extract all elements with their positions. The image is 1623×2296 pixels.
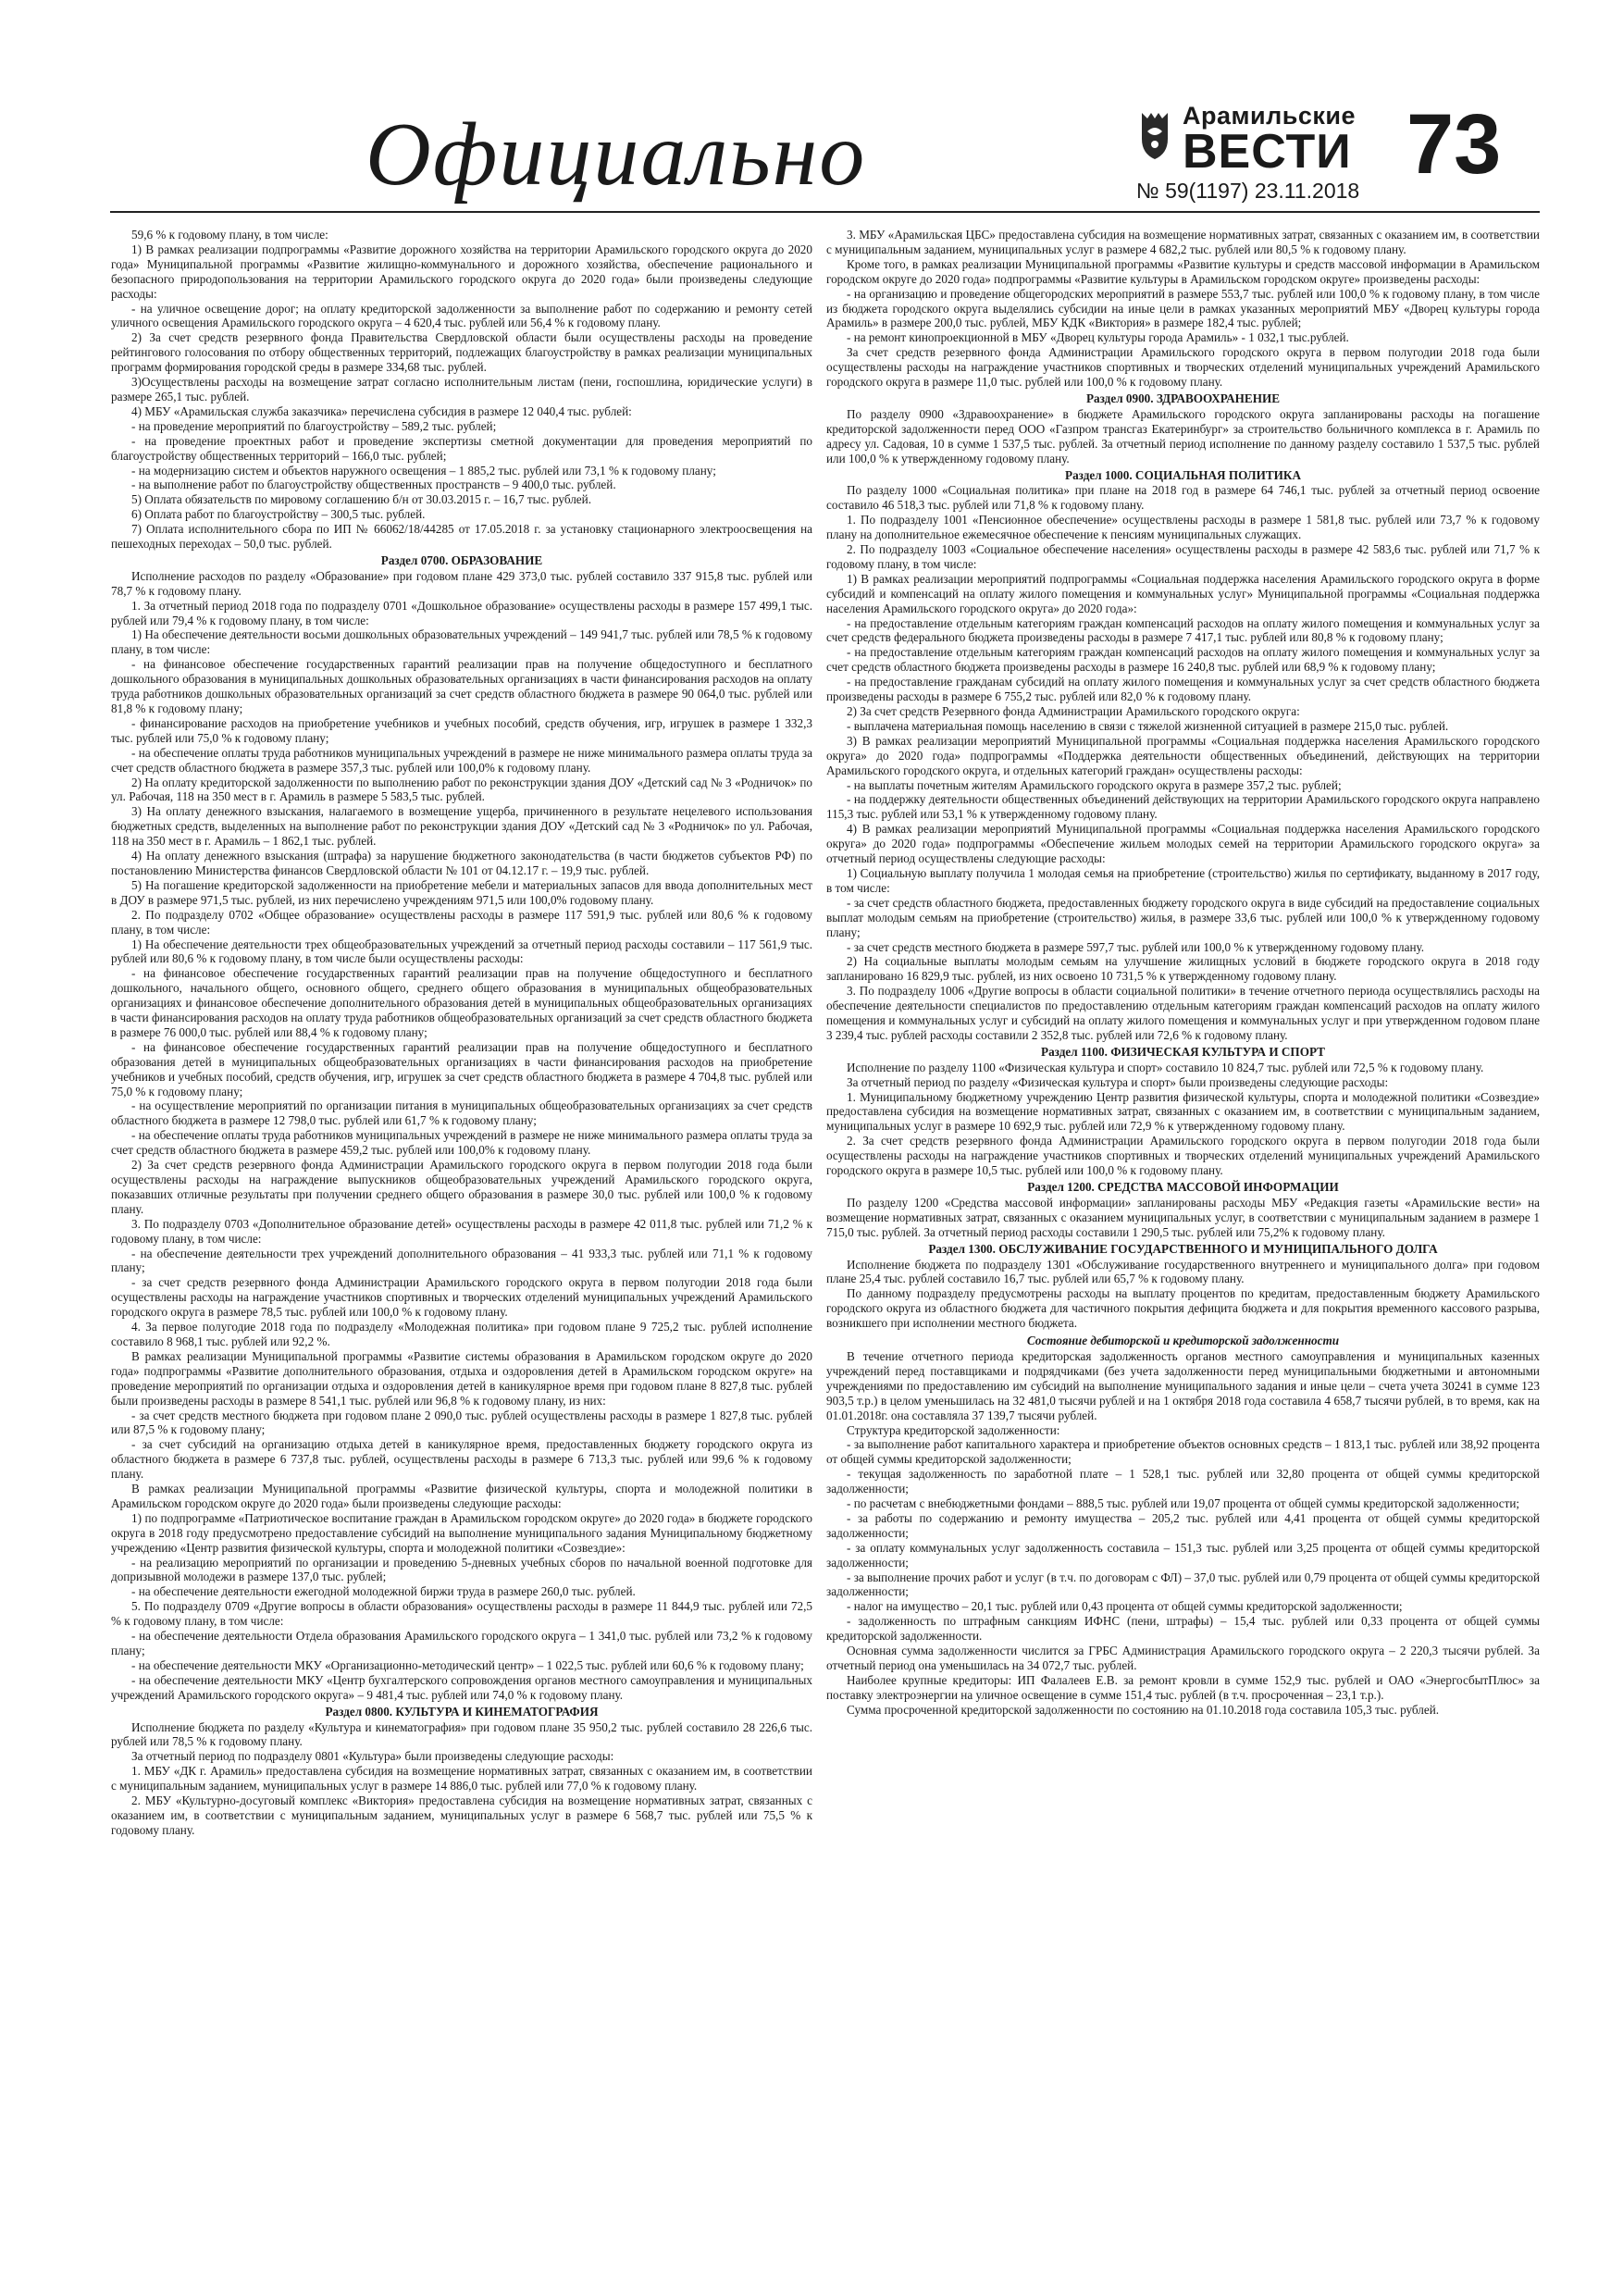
paragraph: За счет средств резервного фонда Администрации Арамильского городского округа в первом полугодии 2018 года были осуществлены расходы на награждение участников спортивных и творческих отделений муниципальных учреждений Арамильского городского округа в размере 11,0 тыс. рублей или 100,0 % к годовому плану. (826, 345, 1540, 390)
paragraph: 1. МБУ «ДК г. Арамиль» предоставлена субсидия на возмещение нормативных затрат, связанных с оказанием им, в соответствии с муниципальным заданием, муниципальных услуг в размере 14 886,0 тыс. рублей или 77,0 % к годовому плану. (111, 1764, 812, 1793)
paragraph: - налог на имущество – 20,1 тыс. рублей или 0,43 процента от общей суммы кредиторской задолженности; (847, 1599, 1403, 1614)
paragraph: 6) Оплата работ по благоустройству – 300,5 тыс. рублей. (131, 507, 426, 522)
paragraph: - на финансовое обеспечение государственных гарантий реализации прав на получение общедоступного и бесплатного дошкольного, начального общего, основного общего, среднего общего образования в муниципальных общеобразовательных организациях и финансовое обеспечение дополнительного образования детей в муниципальных общеобразовательных организациях в части финансирования расходов на оплату труда работников общеобразовательных организаций за счет средств областного бюджета в размере 76 000,0 тыс. рублей или 88,4 % к годовому плану; (111, 966, 812, 1039)
paragraph: 3. По подразделу 1006 «Другие вопросы в области социальной политики» в течение отчетного периода осуществлялись расходы на обеспечение деятельности специалистов по предоставлению отдельным категориям граждан компенсаций расходов на оплату жилого помещения и коммунальных услуг и субсидий на оплату жилого помещения и коммунальных услуг и при утвержденном годовом плане 3 239,4 тыс. рублей расходы составили 2 352,8 тыс. рублей или 72,6 % к годовому плану. (826, 984, 1540, 1042)
paragraph: 4) На оплату денежного взыскания (штрафа) за нарушение бюджетного законодательства (в части бюджетов субъектов РФ) по постановлению Министерства финансов Свердловской области № 101 от 04.12.17 г. – 19,9 тыс. рублей. (111, 849, 812, 877)
paragraph: - за оплату коммунальных услуг задолженность составила – 151,3 тыс. рублей или 3,25 процента от общей суммы кредиторской задолженности; (826, 1540, 1540, 1570)
paragraph: - за выполнение прочих работ и услуг (в т.ч. по договорам с ФЛ) – 37,0 тыс. рублей или 0,79 процента от общей суммы кредиторской задолженности; (826, 1570, 1540, 1599)
newspaper-logo (1136, 104, 1358, 178)
paragraph: Структура кредиторской задолженности: (847, 1422, 1060, 1437)
paragraph: 2) На социальные выплаты молодым семьям на улучшение жилищных условий в бюджете городского округа в 2018 году запланировано 16 829,9 тыс. рублей, из них освоено 10 731,5 % к утвержденному годовому плану. (826, 954, 1540, 984)
paragraph: Исполнение бюджета по подразделу 1301 «Обслуживание государственного внутреннего и муниципального долга» при годовом плане 25,4 тыс. рублей составило 16,7 тыс. рублей или 65,7 % к годовому плану. (826, 1257, 1540, 1286)
paragraph: - за работы по содержанию и ремонту имущества – 205,2 тыс. рублей или 4,41 процента от общей суммы кредиторской задолженности; (826, 1510, 1540, 1540)
section-heading: Раздел 1300. ОБСЛУЖИВАНИЕ ГОСУДАРСТВЕННОГО И МУНИЦИПАЛЬНОГО ДОЛГА (928, 1241, 1438, 1256)
paragraph: - на осуществление мероприятий по организации питания в муниципальных общеобразовательных организациях за счет средств областного бюджета в размере 12 798,0 тыс. рублей или 61,7 % к годовому плану; (111, 1098, 812, 1128)
paragraph: В течение отчетного периода кредиторская задолженность органов местного самоуправления и муниципальных казенных учреждений перед поставщиками и подрядчиками (без учета задолженности перед муниципальными бюджетными и автономными учреждениями по предоставлению им субсидий на выполнение муниципального задания и иные цели – счета учета 30241 в сумме 123 903,5 т.р.) в целом уменьшилась на 32 481,0 тысячи рублей и на 1 октября 2018 года составила 4 658,7 тысячи рублей, в то время, как на 01.01.2018г. она составляла 37 139,7 тысячи рублей. (826, 1348, 1540, 1422)
paragraph: 3. По подразделу 0703 «Дополнительное образование детей» осуществлены расходы в размере 42 011,8 тыс. рублей или 71,2 % к годовому плану, в том числе: (111, 1216, 812, 1246)
paragraph: 1) В рамках реализации подпрограммы «Развитие дорожного хозяйства на территории Арамильского городского округа до 2020 года» Муниципальной программы «Развитие жилищно-коммунального и дорожного хозяйства, обеспечение рационального и безопасного природопользования на территории Арамильского городского округа до 2020 года» были произведены следующие расходы: (111, 242, 812, 301)
paragraph: 5. По подразделу 0709 «Другие вопросы в области образования» осуществлены расходы в размере 11 844,9 тыс. рублей или 72,5 % к годовому плану, в том числе: (111, 1599, 812, 1629)
section-heading: Раздел 0900. ЗДРАВООХРАНЕНИЕ (1085, 391, 1281, 405)
paragraph: - на модернизацию систем и объектов наружного освещения – 1 885,2 тыс. рублей или 73,1 % к годовому плану; (131, 463, 716, 478)
paragraph: - на обеспечение оплаты труда работников муниципальных учреждений в размере не ниже минимального размера оплаты труда за счет средств областного бюджета в размере 459,2 тыс. рублей или 100,0% к годовому плану. (111, 1128, 812, 1158)
paragraph: - на поддержку деятельности общественных объединений действующих на территории Арамильского городского округа направлено 115,3 тыс. рублей или 53,1 % к утвержденному годовому плану. (826, 792, 1540, 822)
paragraph: Сумма просроченной кредиторской задолженности по состоянию на 01.10.2018 года составила 105,3 тыс. рублей. (847, 1702, 1440, 1717)
paragraph: - задолженность по штрафным санкциям ИФНС (пени, штрафы) – 15,4 тыс. рублей или 0,33 процента от общей суммы кредиторской задолженности. (826, 1614, 1540, 1644)
paragraph: - за счет средств местного бюджета в размере 597,7 тыс. рублей или 100,0 % к утвержденному годовому плану. (847, 939, 1425, 954)
paragraph: - на выплаты почетным жителям Арамильского городского округа в размере 357,2 тыс. рублей; (847, 777, 1342, 792)
brand-name-bottom: ВЕСТИ (1183, 125, 1352, 179)
paragraph: 1. За отчетный период 2018 года по подразделу 0701 «Дошкольное образование» осуществлены расходы в размере 157 499,1 тыс. рублей или 79,4 % к годовому плану, в том числе: (111, 598, 812, 627)
paragraph: 3) В рамках реализации мероприятий Муниципальной программы «Социальная поддержка населения Арамильского городского округа» до 2020 года» подпрограммы «Поддержка деятельности общественных объединений, действующих на территории Арамильского городского округа, и отдельных категорий граждан» осуществлены расходы: (826, 733, 1540, 777)
paragraph: 59,6 % к годовому плану, в том числе: (131, 228, 328, 242)
paragraph: 1) Социальную выплату получила 1 молодая семья на приобретение (строительство) жилья по сертификату, выданному в 2017 году, в том числе: (826, 865, 1540, 895)
paragraph: - выплачена материальная помощь населению в связи с тяжелой жизненной ситуацией в размере 215,0 тыс. рублей. (847, 718, 1449, 733)
paragraph: Кроме того, в рамках реализации Муниципальной программы «Развитие культуры и средств массовой информации в Арамильском городском округе до 2020 года» подпрограммы «Развитие культуры в Арамильском городском округе» произведены расходы: (826, 256, 1540, 286)
paragraph: За отчетный период по разделу «Физическая культура и спорт» были произведены следующие расходы: (847, 1074, 1389, 1089)
paragraph: - на обеспечение деятельности МКУ «Центр бухгалтерского сопровождения органов местного самоуправления и муниципальных учреждений Арамильского городского округа» – 9 481,4 тыс. рублей или 74,0 % к годовому плану. (111, 1672, 812, 1702)
subsection-heading: Состояние дебиторской и кредиторской задолженности (1026, 1334, 1340, 1348)
paragraph: Исполнение бюджета по разделу «Культура и кинематография» при годовом плане 35 950,2 тыс. рублей составило 28 226,6 тыс. рублей или 78,5 % к годовому плану. (111, 1719, 812, 1749)
paragraph: - финансирование расходов на приобретение учебников и учебных пособий, средств обучения, игр, игрушек в размере 1 332,3 тыс. рублей или 75,0 % к годовому плану; (111, 715, 812, 745)
paragraph: По разделу 1000 «Социальная политика» при плане на 2018 год в размере 64 746,1 тыс. рублей за отчетный период освоение составило 46 518,3 тыс. рублей или 71,8 % к годовому плану. (826, 483, 1540, 513)
paragraph: В рамках реализации Муниципальной программы «Развитие системы образования в Арамильском городском округе до 2020 года» подпрограммы «Развитие дополнительного образования, отдыха и оздоровления детей в Арамильском городском округе» на проведение мероприятий по организации отдыха и оздоровления детей в каникулярное время при годовом плане 8 827,8 тыс. рублей были произведены расходы в размере 8 541,1 тыс. рублей или 96,8 % к годовому плану, из них: (111, 1348, 812, 1408)
coat-of-arms-icon (1136, 111, 1173, 161)
section-heading: Раздел 0800. КУЛЬТУРА И КИНЕМАТОГРАФИЯ (325, 1704, 599, 1719)
paragraph: По данному подразделу предусмотрены расходы на выплату процентов по кредитам, предоставленным бюджету Арамильского городского округа из областного бюджета для частичного покрытия дефицита бюджета и для покрытия временного кассового разрыва, возникшего при исполнении местного бюджета. (826, 1286, 1540, 1331)
issue-number-date: № 59(1197) 23.11.2018 (1136, 179, 1360, 203)
paragraph: 1) На обеспечение деятельности восьми дошкольных образовательных учреждений – 149 941,7 тыс. рублей или 78,5 % к годовому плану, в том числе: (111, 627, 812, 657)
paragraph: - на финансовое обеспечение государственных гарантий реализации прав на получение общедоступного и бесплатного дошкольного образования в муниципальных дошкольных образовательных организациях в части финансирования расходов на оплату труда работников дошкольных образовательных организаций за счет средств областного бюджета в размере 90 064,0 тыс. рублей или 81,8 % к годовому плану; (111, 657, 812, 715)
paragraph: - по расчетам с внебюджетными фондами – 888,5 тыс. рублей или 19,07 процента от общей суммы кредиторской задолженности; (847, 1496, 1520, 1511)
paragraph: - за счет средств резервного фонда Администрации Арамильского городского округа в первом полугодии 2018 года были осуществлены расходы на награждение участников спортивных и творческих отделений муниципальных учреждений Арамильского городского округа в размере 78,5 тыс. рублей или 100,0 % к годовому плану. (111, 1275, 812, 1320)
paragraph: - на обеспечение деятельности МКУ «Организационно-методический центр» – 1 022,5 тыс. рублей или 60,6 % к годовому плану; (131, 1657, 804, 1672)
section-heading: Раздел 0700. ОБРАЗОВАНИЕ (380, 552, 543, 567)
paragraph: - на проведение проектных работ и проведение экспертизы сметной документации для проведения мероприятий по благоустройству общественных территорий – 166,0 тыс. рублей; (111, 433, 812, 463)
paragraph: 2. За счет средств резервного фонда Администрации Арамильского городского округа в первом полугодии 2018 года были осуществлены расходы на награждение участников спортивных и творческих отделений муниципальных учреждений Арамильского городского округа в размере 10,5 тыс. рублей или 100,0 % к годовому плану. (826, 1134, 1540, 1178)
header-divider (110, 211, 1540, 213)
paragraph: - на уличное освещение дорог; на оплату кредиторской задолженности за выполнение работ по содержанию и ремонту сетей уличного освещения Арамильского городского округа – 4 620,4 тыс. рублей или 56,4 % к годовому плану. (111, 301, 812, 330)
paragraph: - на выполнение работ по благоустройству общественных пространств – 9 400,0 тыс. рублей. (131, 478, 616, 492)
paragraph: 1) На обеспечение деятельности трех общеобразовательных учреждений за отчетный период расходы составили – 117 561,9 тыс. рублей или 80,6 % к годовому плану, в том числе были осуществлены расходы: (111, 937, 812, 966)
paragraph: - на предоставление отдельным категориям граждан компенсаций расходов на оплату жилого помещения и коммунальных услуг за счет средств областного бюджета произведены расходы в размере 16 240,8 тыс. рублей или 68,9 % к годовому плану; (826, 645, 1540, 675)
section-heading: Раздел 1000. СОЦИАЛЬНАЯ ПОЛИТИКА (1065, 467, 1301, 482)
paragraph: Основная сумма задолженности числится за ГРБС Администрация Арамильского городского округа – 2 220,3 тысячи рублей. За отчетный период она уменьшилась на 34 072,7 тыс. рублей. (826, 1644, 1540, 1672)
right-column (826, 228, 1540, 2264)
paragraph: - на организацию и проведение общегородских мероприятий в размере 553,7 тыс. рублей или 100,0 % к годовому плану, в том числе из бюджета городского округа выделялись субсидии на иные цели в рамках указанных мероприятий МБУ «Дворец культуры города Арамиль» в размере 200,0 тыс. рублей, МБУ КДК «Виктория» в размере 182,4 тыс. рублей; (826, 286, 1540, 330)
paragraph: В рамках реализации Муниципальной программы «Развитие физической культуры, спорта и молодежной политики в Арамильском городском округе до 2020 года» были произведены следующие расходы: (111, 1482, 812, 1510)
paragraph: - на предоставление отдельным категориям граждан компенсаций расходов на оплату жилого помещения и коммунальных услуг за счет средств федерального бюджета произведены расходы в размере 7 417,1 тыс. рублей или 80,8 % к годовому плану; (826, 615, 1540, 645)
page-header (0, 0, 1623, 222)
paragraph: Исполнение расходов по разделу «Образование» при годовом плане 429 373,0 тыс. рублей составило 337 915,8 тыс. рублей или 78,7 % к годовому плану. (111, 568, 812, 598)
brand-name-top: Арамильские (1183, 102, 1356, 130)
paragraph: 4) МБУ «Арамильская служба заказчика» перечислена субсидия в размере 12 040,4 тыс. рублей: (131, 403, 632, 418)
paragraph: 1. Муниципальному бюджетному учреждению Центр развития физической культуры, спорта и молодежной политики «Созвездие» предоставлена субсидия на возмещение нормативных затрат, связанных с оказанием им, в соответствии с муниципальным заданием, муниципальных услуг в размере 10 692,9 тыс. рублей или 72,9 % к утвержденному годовому плану. (826, 1089, 1540, 1134)
section-heading: Раздел 1200. СРЕДСТВА МАССОВОЙ ИНФОРМАЦИИ (1027, 1180, 1339, 1194)
paragraph: По разделу 1200 «Средства массовой информации» запланированы расходы МБУ «Редакция газеты «Арамильские вести» на возмещение нормативных затрат, связанных с оказанием муниципальных услуг, в соответствии с муниципальным заданием в размере 1 715,0 тыс. рублей. За отчетный период расходы составили 1 290,5 тыс. рублей или 75,2% к годовому плану. (826, 1195, 1540, 1239)
paragraph: 2) На оплату кредиторской задолженности по выполнению работ по реконструкции здания ДОУ «Детский сад № 3 «Родничок» по ул. Рабочая, 118 на 350 мест в г. Арамиль в размере 5 583,5 тыс. рублей. (111, 775, 812, 804)
paragraph: - на обеспечение деятельности трех учреждений дополнительного образования – 41 933,3 тыс. рублей или 71,1 % к годовому плану; (111, 1246, 812, 1275)
paragraph: - за счет средств областного бюджета, предоставленных бюджету городского округа в виде субсидий на предоставление социальных выплат молодым семьям на приобретение (строительство) жилья, в размере 33,6 тыс. рублей или 100,0 % к утвержденному годовому плану; (826, 895, 1540, 939)
paragraph: - на обеспечение деятельности ежегодной молодежной биржи труда в размере 260,0 тыс. рублей. (131, 1584, 636, 1599)
paragraph: 4. За первое полугодие 2018 года по подразделу «Молодежная политика» при годовом плане 9 725,2 тыс. рублей исполнение составило 8 968,1 тыс. рублей или 92,2 %. (111, 1320, 812, 1348)
section-title: Официально (365, 105, 867, 205)
paragraph: 1. По подразделу 1001 «Пенсионное обеспечение» осуществлены расходы в размере 1 581,8 тыс. рублей или 73,7 % к годовому плану на дополнительное ежемесячное обеспечение к пенсиям муниципальных служащих. (826, 513, 1540, 542)
left-column (111, 228, 812, 2264)
paragraph: - на ремонт кинопроекционной в МБУ «Дворец культуры города Арамиль» - 1 032,1 тыс.рублей. (847, 330, 1349, 345)
paragraph: - текущая задолженность по заработной плате – 1 528,1 тыс. рублей или 32,80 процента от общей суммы кредиторской задолженности; (826, 1467, 1540, 1496)
paragraph: За отчетный период по подразделу 0801 «Культура» были произведены следующие расходы: (131, 1749, 614, 1764)
paragraph: 2. МБУ «Культурно-досуговый комплекс «Виктория» предоставлена субсидия на возмещение нормативных затрат, связанных с оказанием им, в соответствии с муниципальным заданием, муниципальных услуг в размере 6 568,7 тыс. рублей или 75,5 % к годовому плану. (111, 1793, 812, 1837)
paragraph: 4) В рамках реализации мероприятий Муниципальной программы «Социальная поддержка населения Арамильского городского округа» до 2020 года» подпрограммы «Обеспечение жильем молодых семей на территории Арамильского городского округа» за отчетный период осуществлены следующие расходы: (826, 822, 1540, 866)
paragraph: 3)Осуществлены расходы на возмещение затрат согласно исполнительным листам (пени, госпошлина, юридические услуги) в размере 265,1 тыс. рублей. (111, 375, 812, 403)
paragraph: 1) В рамках реализации мероприятий подпрограммы «Социальная поддержка населения Арамильского городского округа в форме субсидий и компенсаций на оплату жилого помещения и коммунальных услуг» Муниципальной программы «Социальная поддержка населения Арамильского городского округа» до 2020 года»: (826, 571, 1540, 615)
paragraph: 2. По подразделу 1003 «Социальное обеспечение населения» осуществлены расходы в размере 42 583,6 тыс. рублей или 71,7 % к годовому плану, в том числе: (826, 542, 1540, 571)
paragraph: - на реализацию мероприятий по организации и проведению 5-дневных учебных сборов по начальной военной подготовке для допризывной молодежи в размере 137,0 тыс. рублей; (111, 1555, 812, 1584)
paragraph: 5) Оплата обязательств по мировому соглашению б/н от 30.03.2015 г. – 16,7 тыс. рублей. (131, 492, 591, 507)
paragraph: - за выполнение работ капитального характера и приобретение объектов основных средств – 1 813,1 тыс. рублей или 38,92 процента от общей суммы кредиторской задолженности; (826, 1437, 1540, 1467)
paragraph: - на проведение мероприятий по благоустройству – 589,2 тыс. рублей; (131, 418, 497, 433)
paragraph: Наиболее крупные кредиторы: ИП Фалалеев Е.В. за ремонт кровли в сумме 152,9 тыс. рублей и ОАО «ЭнергосбытПлюс» за поставку электроэнергии на уличное освещение в сумме 151,4 тыс. рублей (в т.ч. просроченная – 23,1 т.р.). (826, 1672, 1540, 1702)
paragraph: 2) За счет средств резервного фонда Правительства Свердловской области были осуществлены расходы на проведение рейтингового голосования по отбору общественных территорий, подлежащих благоустройству в рамках реализации муниципальных программ формирования городской среды в размере 334,68 тыс. рублей. (111, 330, 812, 375)
paragraph: 3) На оплату денежного взыскания, налагаемого в возмещение ущерба, причиненного в результате нецелевого использования бюджетных средств, выделенных на выполнение работ по реконструкции здания ДОУ «Детский сад № 3 «Родничок» по ул. Рабочая, 118 на 350 мест в г. Арамиль – 1 862,1 тыс. рублей. (111, 804, 812, 849)
paragraph: 7) Оплата исполнительного сбора по ИП № 66062/18/44285 от 17.05.2018 г. за установку стационарного электроосвещения на пешеходных переходах – 50,0 тыс. рублей. (111, 522, 812, 552)
paragraph: 3. МБУ «Арамильская ЦБС» предоставлена субсидия на возмещение нормативных затрат, связанных с оказанием им, в соответствии с муниципальным заданием, муниципальных услуг в размере 4 682,2 тыс. рублей или 80,5 % к годовому плану. (826, 228, 1540, 256)
paragraph: - на предоставление гражданам субсидий на оплату жилого помещения и коммунальных услуг за счет средств областного бюджета произведены расходы в размере 6 755,2 тыс. рублей или 82,0 % к годовому плану. (826, 675, 1540, 704)
paragraph: - на финансовое обеспечение государственных гарантий реализации прав на получение общедоступного и бесплатного образования детей в муниципальных общеобразовательных организациях в части финансирования расходов на приобретение учебников и учебных пособий, средств обучения, игр, игрушек за счет средств областного бюджета в размере 4 704,8 тыс. рублей или 75,0 % к годовому плану; (111, 1039, 812, 1098)
page-number: 73 (1406, 97, 1502, 192)
paragraph: 2. По подразделу 0702 «Общее образование» осуществлены расходы в размере 117 591,9 тыс. рублей или 80,6 % к годовому плану, в том числе: (111, 907, 812, 937)
paragraph: По разделу 0900 «Здравоохранение» в бюджете Арамильского городского округа запланированы расходы на погашение кредиторской задолженности перед ООО «Газпром трансгаз Екатеринбург» за строительство больничного комплекса в г. Арамиль по адресу ул. Садовая, 10 в сумме 1 537,5 тыс. рублей. За отчетный период исполнение по данному разделу составило 1 537,5 тыс. рублей или 100,0 % к утвержденному годовому плану. (826, 406, 1540, 465)
paragraph: 2) За счет средств Резервного фонда Администрации Арамильского городского округа: (847, 704, 1300, 718)
paragraph: Исполнение по разделу 1100 «Физическая культура и спорт» составило 10 824,7 тыс. рублей или 72,5 % к годовому плану. (847, 1060, 1484, 1074)
section-heading: Раздел 1100. ФИЗИЧЕСКАЯ КУЛЬТУРА И СПОРТ (1041, 1044, 1325, 1059)
paragraph: - за счет субсидий на организацию отдыха детей в каникулярное время, предоставленных бюджету городского округа из областного бюджета в размере 6 737,8 тыс. рублей, осуществлены расходы в размере 6 713,3 тыс. рублей или 99,6 % к годовому плану. (111, 1437, 812, 1482)
paragraph: - за счет средств местного бюджета при годовом плане 2 090,0 тыс. рублей осуществлены расходы в размере 1 827,8 тыс. рублей или 87,5 % к годовому плану; (111, 1408, 812, 1437)
paragraph: - на обеспечение оплаты труда работников муниципальных учреждений в размере не ниже минимального размера оплаты труда за счет средств областного бюджета в размере 357,3 тыс. рублей или 100,0% к годовому плану. (111, 745, 812, 775)
paragraph: - на обеспечение деятельности Отдела образования Арамильского городского округа – 1 341,0 тыс. рублей или 73,2 % к годовому плану; (111, 1629, 812, 1657)
paragraph: 2) За счет средств резервного фонда Администрации Арамильского городского округа в первом полугодии 2018 года были осуществлены расходы на награждение выпускников общеобразовательных учреждений Арамильского городского округа, показавших отличные результаты при получении среднего общего образования в размере 30,0 тыс. рублей или 100,0 % к годовому плану. (111, 1158, 812, 1216)
paragraph: 5) На погашение кредиторской задолженности на приобретение мебели и материальных запасов для ввода дополнительных мест в ДОУ в размере 971,5 тыс. рублей, из них перечислено учреждениям 971,5 или 100,0% годовому плану. (111, 877, 812, 907)
paragraph: 1) по подпрограмме «Патриотическое воспитание граждан в Арамильском городском округе» до 2020 года» в бюджете городского округа в 2018 году предусмотрено предоставление субсидий на выполнение муниципального задания Муниципальному бюджетному учреждению «Центр развития физической культуры, спорта и молодежной политики «Созвездие»: (111, 1510, 812, 1555)
